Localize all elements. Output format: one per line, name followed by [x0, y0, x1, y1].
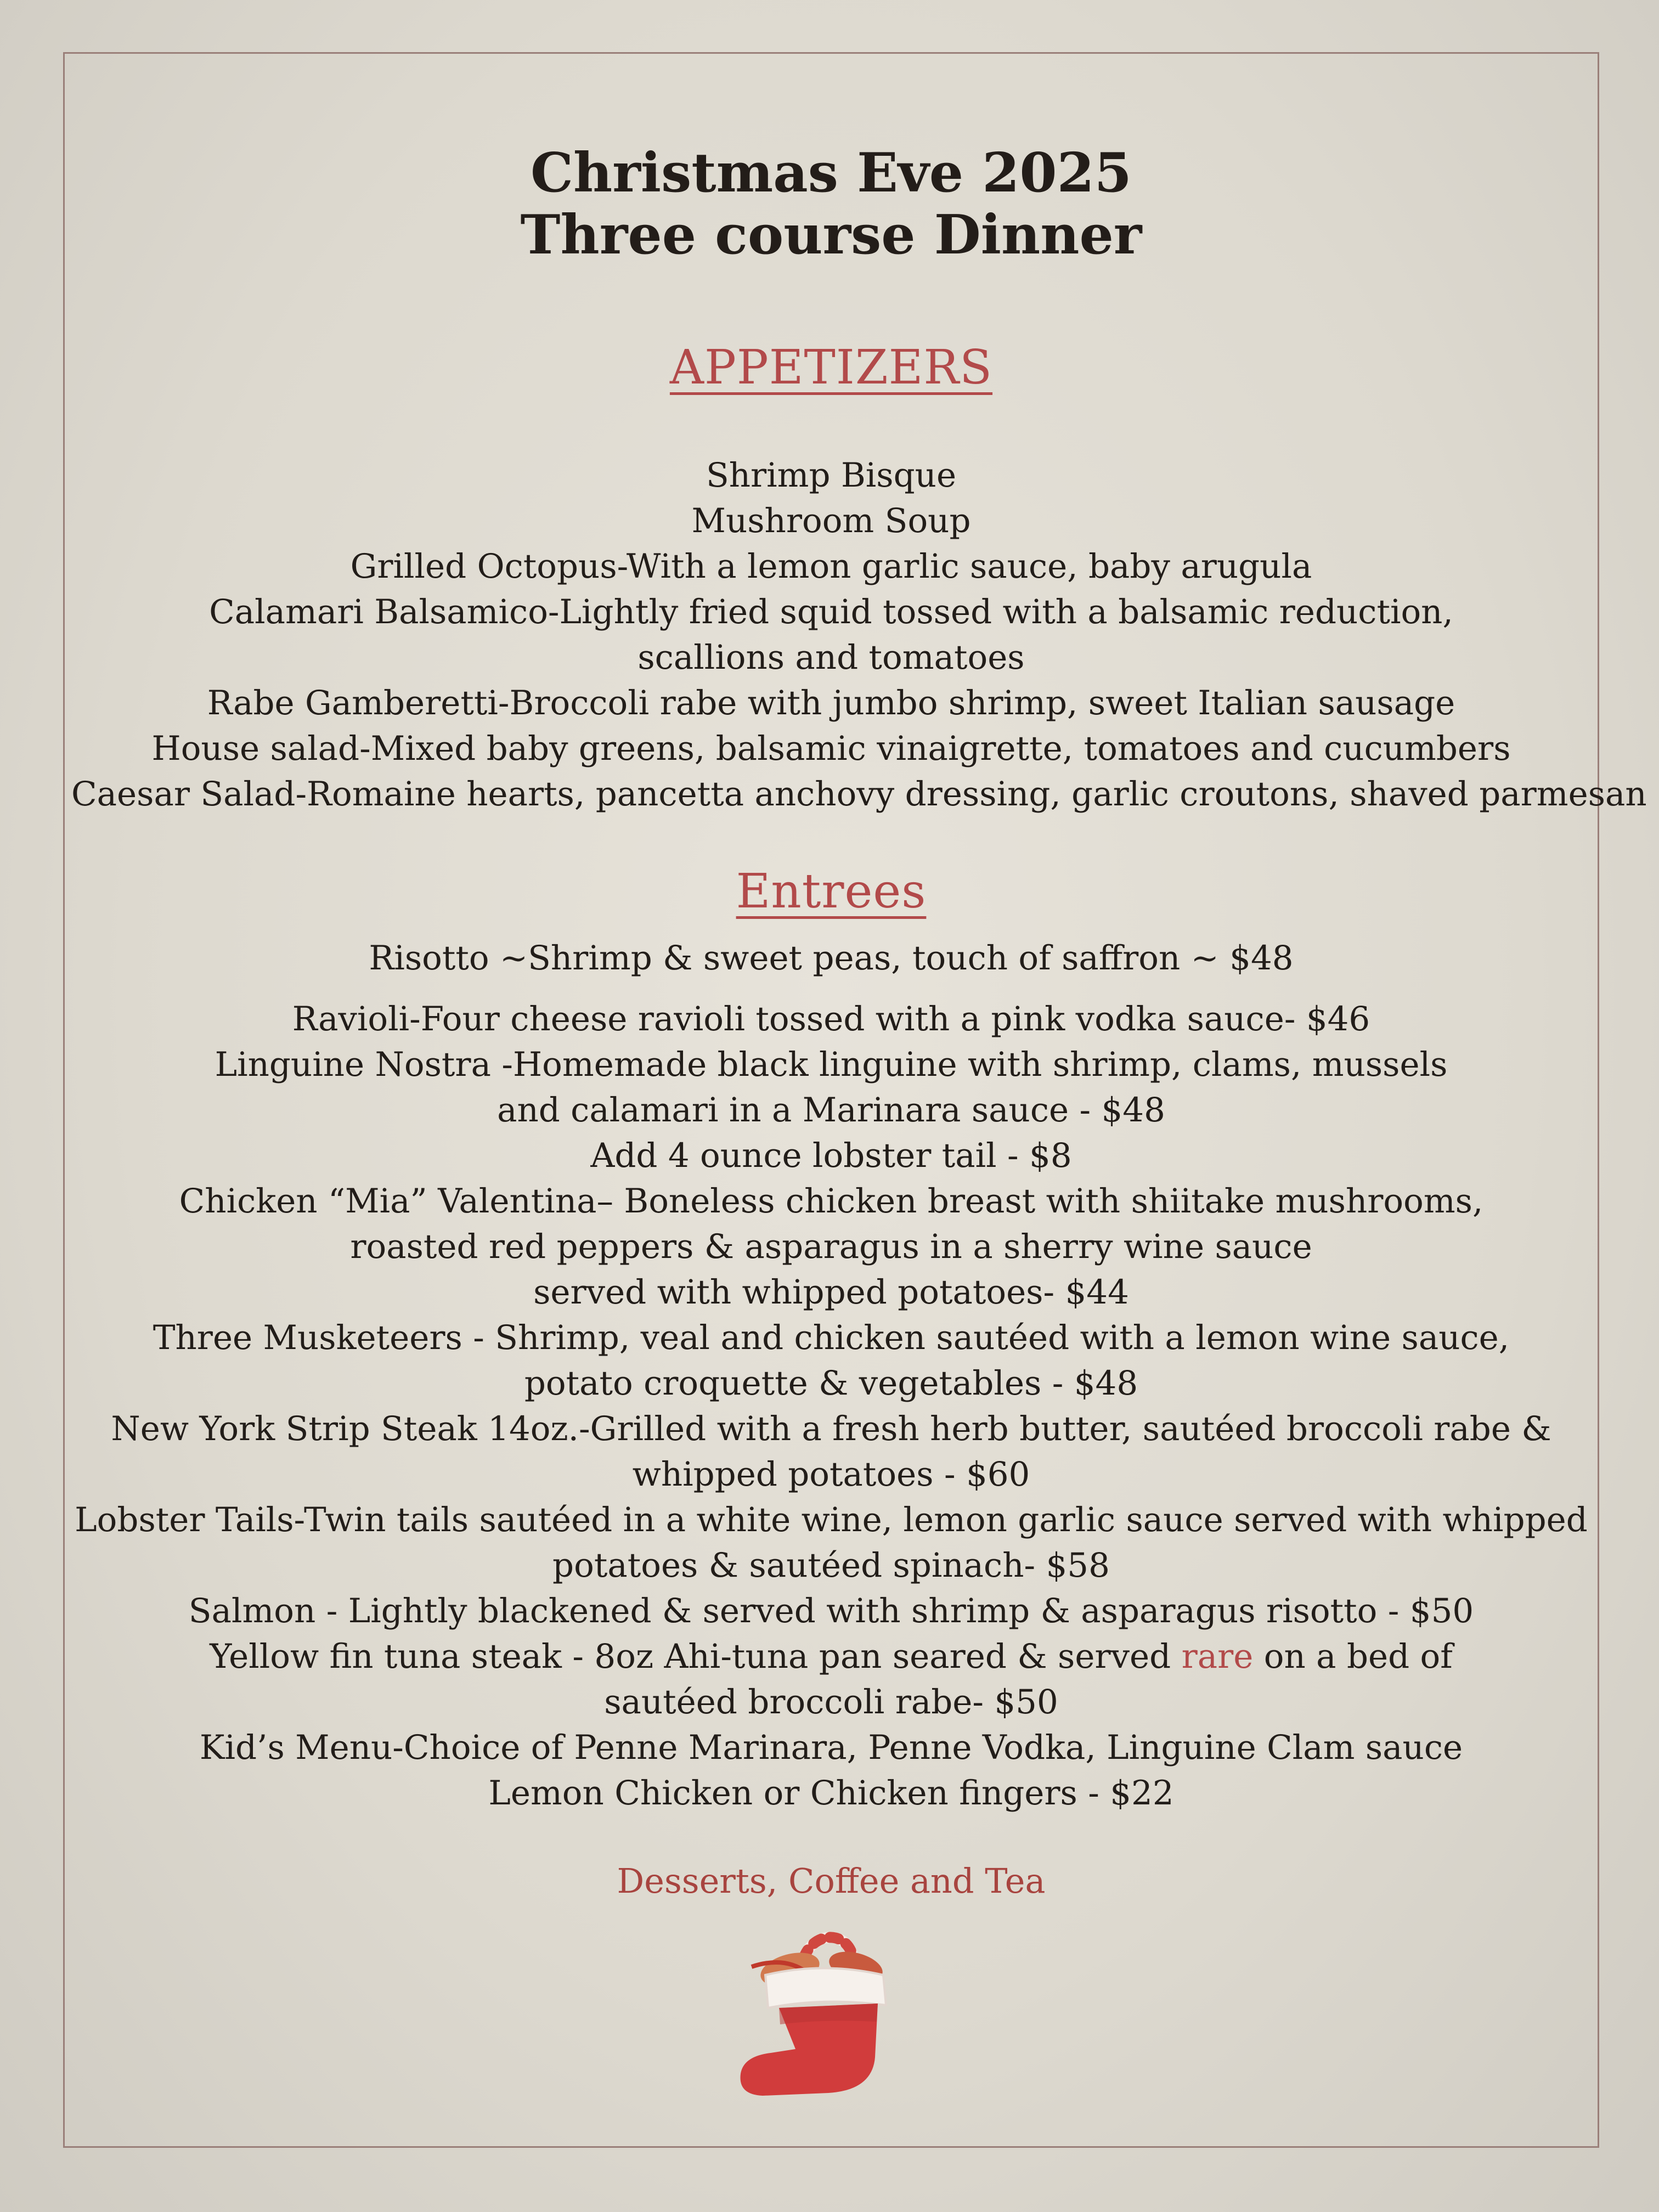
tuna-text: Yellow fin tuna steak - 8oz Ahi-tuna pan seared & served	[210, 1637, 1182, 1676]
menu-item: Kid’s Menu-Choice of Penne Marinara, Penne Vodka, Linguine Clam sauce	[199, 1728, 1463, 1767]
menu-item: potato croquette & vegetables - $48	[524, 1364, 1138, 1403]
menu-item: Rabe Gamberetti-Broccoli rabe with jumbo shrimp, sweet Italian sausage	[207, 684, 1455, 723]
menu-title	[71, 143, 1591, 266]
menu-item-tuna	[71, 1634, 1591, 1679]
menu-item: potatoes & sautéed spinach- $58	[552, 1546, 1110, 1585]
menu-item: Calamari Balsamico-Lightly fried squid tossed with a balsamic reduction,	[209, 592, 1453, 631]
title-line-1: Christmas Eve 2025	[531, 142, 1132, 205]
spacer	[71, 981, 1591, 996]
menu-item: Caesar Salad-Romaine hearts, pancetta anchovy dressing, garlic croutons, shaved parmesan	[71, 775, 1647, 814]
menu-item: served with whipped potatoes- $44	[533, 1273, 1129, 1312]
menu-item: Risotto ~Shrimp & sweet peas, touch of saffron ~ $48	[369, 939, 1294, 978]
menu-item: Salmon - Lightly blackened & served with shrimp & asparagus risotto - $50	[188, 1592, 1474, 1630]
menu-item: Grilled Octopus-With a lemon garlic sauce, baby arugula	[350, 547, 1312, 586]
menu-item: Three Musketeers - Shrimp, veal and chicken sautéed with a lemon wine sauce,	[153, 1318, 1510, 1357]
menu-item: scallions and tomatoes	[637, 638, 1025, 677]
menu-item: Linguine Nostra -Homemade black linguine with shrimp, clams, mussels	[215, 1045, 1448, 1084]
menu-item: Lobster Tails-Twin tails sautéed in a white wine, lemon garlic sauce served with whipped	[75, 1500, 1588, 1539]
tuna-text-end: on a bed of	[1253, 1637, 1453, 1676]
desserts-line: Desserts, Coffee and Tea	[617, 1861, 1046, 1901]
entrees-heading: Entrees	[736, 864, 927, 919]
menu-item: Chicken “Mia” Valentina– Boneless chicken breast with shiitake mushrooms,	[179, 1182, 1483, 1221]
menu-item: Shrimp Bisque	[706, 456, 957, 495]
menu-item: New York Strip Steak 14oz.-Grilled with a fresh herb butter, sautéed broccoli rabe &	[111, 1409, 1551, 1448]
menu-item: whipped potatoes - $60	[632, 1455, 1030, 1494]
menu-item: Mushroom Soup	[691, 501, 971, 540]
appetizers-list	[71, 453, 1647, 817]
menu-item: Add 4 ounce lobster tail - $8	[590, 1136, 1072, 1175]
title-line-2: Three course Dinner	[520, 203, 1142, 267]
christmas-stocking-icon	[719, 1909, 916, 2101]
menu-item: and calamari in a Marinara sauce - $48	[497, 1091, 1165, 1130]
entrees-list	[71, 935, 1591, 1816]
menu-item: House salad-Mixed baby greens, balsamic vinaigrette, tomatoes and cucumbers	[151, 729, 1511, 768]
menu-item: Lemon Chicken or Chicken fingers - $22	[488, 1774, 1174, 1813]
menu-item: roasted red peppers & asparagus in a sherry wine sauce	[350, 1227, 1312, 1266]
menu-item: Ravioli-Four cheese ravioli tossed with a pink vodka sauce- $46	[292, 1000, 1370, 1039]
menu-item: sautéed broccoli rabe- $50	[604, 1683, 1058, 1722]
appetizers-heading: APPETIZERS	[669, 340, 993, 395]
rare-highlight: rare	[1181, 1637, 1254, 1676]
